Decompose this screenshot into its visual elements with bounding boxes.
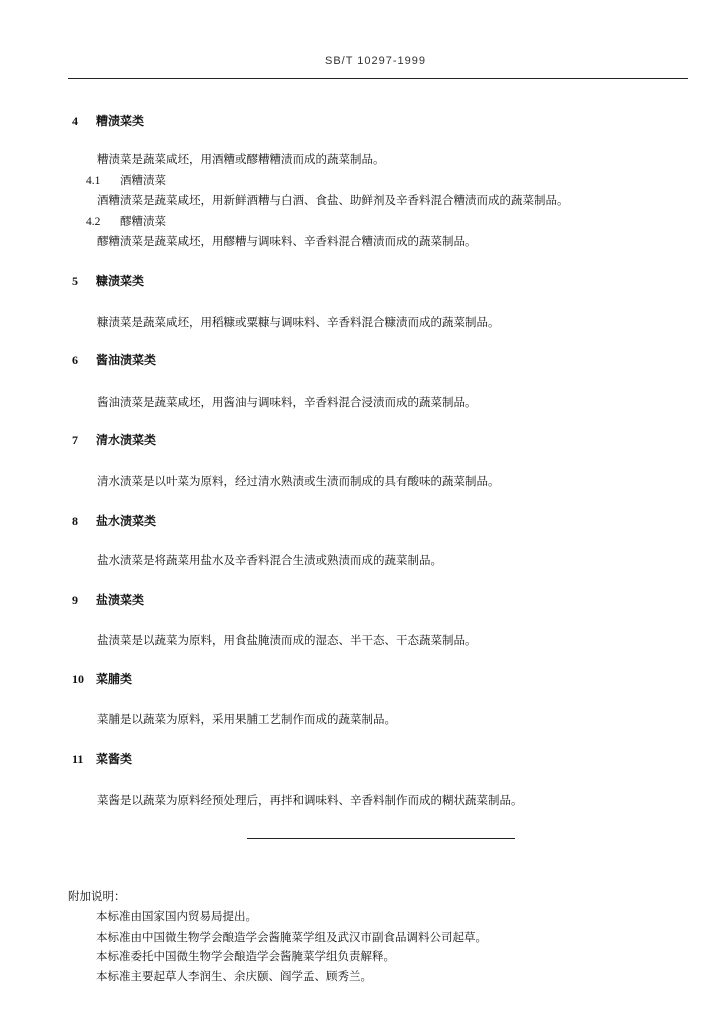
section-number: 11: [72, 752, 84, 766]
section-6-heading: [72, 351, 156, 368]
section-4-1-text: 酒糟渍菜是蔬菜咸坯，用新鲜酒糟与白酒、食盐、助鲜剂及辛香料混合糟渍而成的蔬菜制品。: [97, 193, 569, 207]
standard-code: SB/T 10297-1999: [325, 55, 427, 67]
section-9-heading: [72, 591, 144, 608]
section-number: 4: [72, 114, 78, 128]
end-rule: [247, 838, 515, 839]
section-9-text: 盐渍菜是以蔬菜为原料，用食盐腌渍而成的湿态、半干态、干态蔬菜制品。: [97, 633, 477, 647]
section-4-text: 糟渍菜是蔬菜咸坯，用酒糟或醪糟糟渍而成的蔬菜制品。: [97, 152, 385, 166]
appendix-line: 本标准委托中国微生物学会酿造学会酱腌菜学组负责解释。: [96, 949, 395, 963]
section-number: 9: [72, 593, 78, 607]
section-title: 酱油渍菜类: [96, 353, 157, 367]
section-title: 糟渍菜类: [96, 114, 145, 128]
section-title: 菜脯类: [96, 672, 133, 686]
section-8-text: 盐水渍菜是将蔬菜用盐水及辛香料混合生渍或熟渍而成的蔬菜制品。: [97, 553, 442, 567]
section-5-heading: [72, 272, 144, 289]
section-5-text: 糠渍菜是蔬菜咸坯，用稻糠或粟糠与调味料、辛香料混合糠渍而成的蔬菜制品。: [97, 315, 500, 329]
section-number: 5: [72, 274, 78, 288]
appendix-title: 附加说明：: [68, 889, 126, 903]
section-4-2-text: 醪糟渍菜是蔬菜咸坯，用醪糟与调味料、辛香料混合糟渍而成的蔬菜制品。: [97, 234, 477, 248]
section-10-text: 菜脯是以蔬菜为原料，采用果脯工艺制作而成的蔬菜制品。: [97, 712, 396, 726]
subsection-number: 4.1: [86, 175, 101, 187]
section-number: 7: [72, 433, 78, 447]
section-number: 10: [72, 672, 84, 686]
section-8-heading: [72, 512, 156, 529]
appendix-line: 本标准主要起草人李润生、余庆颐、阎学孟、顾秀兰。: [96, 969, 372, 983]
section-11-text: 菜酱是以蔬菜为原料经预处理后，再拌和调味料、辛香料制作而成的糊状蔬菜制品。: [97, 793, 523, 807]
appendix-line: 本标准由国家国内贸易局提出。: [96, 909, 257, 923]
appendix-line: 本标准由中国微生物学会酿造学会酱腌菜学组及武汉市副食品调料公司起草。: [96, 930, 487, 944]
subsection-title: 酒糟渍菜: [120, 173, 166, 187]
section-title: 清水渍菜类: [96, 433, 157, 447]
section-4-1-heading: [86, 172, 166, 188]
section-4-heading: [72, 112, 144, 129]
section-11-heading: [72, 750, 132, 767]
subsection-title: 醪糟渍菜: [120, 214, 166, 228]
header-rule: [68, 78, 688, 79]
section-number: 8: [72, 514, 78, 528]
section-7-heading: [72, 431, 156, 448]
section-title: 盐渍菜类: [96, 593, 145, 607]
section-6-text: 酱油渍菜是蔬菜咸坯，用酱油与调味料，辛香料混合浸渍而成的蔬菜制品。: [97, 395, 477, 409]
section-title: 糠渍菜类: [96, 274, 145, 288]
subsection-number: 4.2: [86, 216, 101, 228]
section-title: 盐水渍菜类: [96, 514, 157, 528]
section-4-2-heading: [86, 213, 166, 229]
section-7-text: 清水渍菜是以叶菜为原料，经过清水熟渍或生渍而制成的具有酸味的蔬菜制品。: [97, 474, 500, 488]
section-title: 菜酱类: [96, 752, 133, 766]
section-10-heading: [72, 670, 132, 687]
section-number: 6: [72, 353, 78, 367]
